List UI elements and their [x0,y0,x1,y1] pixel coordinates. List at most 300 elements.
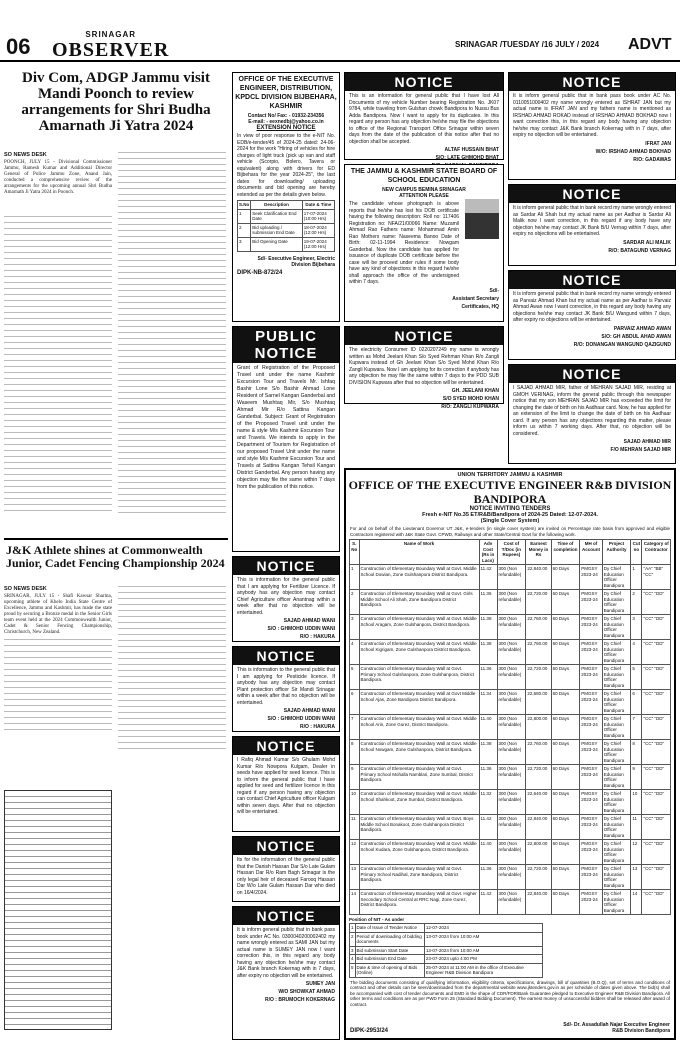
notice-sig: S/O : GHMOHD UDDIN WANI [267,716,335,722]
table-cell: 11.38 [479,640,497,665]
table-header: Category of Contractor [642,540,671,565]
schedule-row [350,924,543,933]
table-cell: 300 (Non refundable) [497,790,526,815]
table-cell: 22,760.00 [526,640,551,665]
table-cell: 60 Days [551,690,580,715]
table-cell: 60 Days [551,615,580,640]
table-cell: 5 [631,665,642,690]
tender-position-note: Position of NIT - As under [349,917,405,922]
table-cell: "CC" "DD" [642,615,671,640]
table-cell: 14 [350,890,360,915]
notice-bank-parvaiz [508,270,676,360]
table-cell: PMGSY 2023-24 [580,715,603,740]
table-cell: 1 [238,209,251,223]
table-header: Project Authority [602,540,631,565]
table-cell: 1 [350,565,360,590]
notice-heading: NOTICE [345,73,503,91]
table-row [350,615,671,640]
kpdcl-subtitle: EXTENSION NOTICE [256,125,316,131]
table-cell: 11.42 [479,815,497,840]
table-cell: 22,720.00 [526,665,551,690]
story-lead: POONCH, JULY 15 - Divisional Commissioner Jammu, Ramesh Kumar and Additional Director General of Police Jammu Zone, Anand Jain, conducted a comprehensive review of the arrangements for the upcoming annual Shri Budha Amarnath Ji Yatra 2024 in Poonch. [4,160,112,195]
table-cell: 14 [631,890,642,915]
table-cell: "CC" "DD" [642,715,671,740]
table-cell: 11.42 [479,565,497,590]
table-row [350,790,671,815]
table-cell: Dy Chief Education Officer Bandipora [602,840,631,865]
public-notice-travel [232,326,340,552]
table-cell: 60 Days [551,740,580,765]
story-byline: SO NEWS DESK [4,586,47,592]
table-cell: 300 (Non refundable) [497,565,526,590]
table-cell: 300 (Non refundable) [497,590,526,615]
table-cell: 9 [350,765,360,790]
board-sub: NEW CAMPUS BEMINA SRINAGAR [382,187,466,193]
table-cell: 22,840.00 [526,815,551,840]
table-cell: 6 [631,690,642,715]
table-cell: 8 [350,740,360,765]
schedule-cell: Period of downloading of bidding documents [355,932,424,946]
table-cell: 11 [350,815,360,840]
table-cell: PMGSY 2023-24 [580,815,603,840]
notice-text: The electricity Consumer ID 0220207249 my name is wrongly written as Mohd Jeelani Khan S/o Syed Rehman Khan R/o Zangli Kupwara instead of Gh Jeelani Khan S/o Syed Mohd Khan R/o Zangli Kupwara. Now I am applying for its correction if anybody has any objection he may file the same within 7 days to the PDD SUB DIVISION Kupwara after that no objection will be entertained. [349,347,499,386]
tender-table [349,539,671,915]
candidate-photo [465,199,499,239]
notice-heading: NOTICE [233,737,339,755]
tender-title: OFFICE OF THE EXECUTIVE ENGINEER R&B DIVISION BANDIPORA [348,478,672,506]
table-row [350,565,671,590]
table-cell: 2 [350,590,360,615]
table-cell: 300 (Non refundable) [497,740,526,765]
notice-fertilizer [232,556,340,642]
schedule-row [350,946,543,955]
notice-sig: R/O : HAKURA [300,634,335,640]
schedule-cell: 25-07-2024 at 11:00 AM in the office of Executive Engineer R&B Division Bandipora [424,963,542,977]
table-cell: 300 (Non refundable) [497,690,526,715]
page-header [0,0,680,62]
notice-text: I SAJAD AHMAD MIR, father of MEHRAN SAJAD MIR, residing at GMOH VERINAG, inform the general public through this newspaper notice that my son MEHRAN SAJAD MIR has exceeded the limit for changing the date of birth on his Aadhaar card. Now, he has applied for an extension of the limit to change the date of birth on his Aadhaar card. If any person has any objections regarding this matter, please inform us within 7 working days. After that, no objection will be considered. [513,385,671,437]
board-sig: Assistant Secretary [452,295,499,302]
table-cell: 11.36 [479,665,497,690]
notice-sig: F/O MEHRAN SAJAD MIR [610,447,671,453]
table-row [238,237,335,251]
table-cell: Construction of Elementary Boundary Wall at Govt. Middle School Shahkoot, Zone Sumbal, District Bandipora. [359,790,479,815]
table-header: Description [251,201,302,210]
table-cell: PMGSY 2023-24 [580,765,603,790]
table-cell: 3 [238,237,251,251]
table-row [350,815,671,840]
story-divcom [4,70,228,530]
table-cell: 4 [350,640,360,665]
table-cell: Dy Chief Education Officer Bandipora [602,740,631,765]
table-cell: 22,840.00 [526,890,551,915]
table-cell: 13 [350,865,360,890]
notice-sig: PARVAIZ AHMAD AWAN [613,325,671,332]
table-cell: Construction of Elementary Boundary Wall at Govt. Boys Middle School Bonakoot, Zone Gulshanpora District Bandipora. [359,815,479,840]
notice-sig: S/O: GH ABDUL AHAD AWAN [601,333,671,340]
table-cell: 2 [238,223,251,237]
table-cell: 11.36 [479,865,497,890]
table-cell: 300 (Non refundable) [497,715,526,740]
table-row [350,765,671,790]
schedule-cell: 5 [350,963,356,977]
section-label: ADVT [628,36,672,53]
table-cell: 22,760.00 [526,740,551,765]
table-cell: Seek Clarification End Date [251,209,302,223]
schedule-cell: 13-07-2024 from 10:00 AM [424,932,542,946]
board-attention: ATTENTION PLEASE [399,193,449,199]
table-cell: Construction of Elementary Boundary Wall at Govt. Primary School Gulshanpora, Zone Gulshanpora, District Bandipora. [359,665,479,690]
table-cell: Construction of Elementary Boundary Wall at Govt Middle School Ajas, Zone Bandipora District Bandipora. [359,690,479,715]
kpdcl-table [237,200,335,252]
notice-heading: NOTICE [509,271,675,289]
tender-sub2: Fresh e-NIT No.35 ET/R&B/Bandipora of 2024-25 Dated: 12-07-2024. [422,512,598,518]
notice-sig: R/O : BRUMOCH KOKERNAG [265,997,335,1003]
table-cell: 10 [350,790,360,815]
table-cell: "CC" "DD" [642,790,671,815]
table-cell: 300 (Non refundable) [497,765,526,790]
notice-text: It is inform general public that in bank pass book under AC No. 0300040200002402 my name wrongly entered as SAMI JAN but my actual name is SUMEY JAN now I want correction this, in this regard any body having any objection he/she may contact J&K Bank branch Kokernag with in 7 days, after expiry no objection will be entertained. [237,927,335,979]
table-cell: 11.32 [479,790,497,815]
table-cell: Construction of Elementary Boundary Wall at Govt. Primary School Nadihal, Zone Bandipora, District Bandipora. [359,865,479,890]
notice-sig: R/O: DONANGAN WANGUND QAZIGUND [573,341,671,348]
table-cell: 22,680.00 [526,690,551,715]
table-cell: 7 [350,715,360,740]
table-cell: 3 [631,615,642,640]
notice-text: This is information to the general public that I am applying for Pesticide licence. If anybody has any objection may contact Plant protection officer Sir Mandi Srinagar within a week after that no objection will be entertained. [237,667,335,706]
table-cell: 11.40 [479,840,497,865]
table-cell: 60 Days [551,865,580,890]
table-cell: 60 Days [551,790,580,815]
notice-sig: R/O: GADAWAS [633,156,671,163]
table-cell: 11.38 [479,740,497,765]
table-cell: "CC" "DD" [642,865,671,890]
notice-text: Grant of Registration of the Proposed Travel unit under the name Kashmir Excursion Tour and Travels Mr. Ishfaq Bashir Lone S/o Bashir Ahmad Lone Resident of Sarnel Kangan Ganderbal and Waseem Mushtaq Mir, S/o Mushtaq Ahmad Mir R/o Sattina Kangan Ganderbal. Subject: Grant of Registration of the Proposed Travel unit under the name & style M/s Kashmir Excursion Tour and Travels. We intends to apply in the Department of Tourism for Registration of our proposed Travel Unit under the name and style M/s Kashmir Excursion Tour and Travels at Sattina Kangan Tehsil Kangan District Ganderbal. Any person having any objection may file the same within 7 days from the publication of this notice. [237,365,335,490]
notice-seed-licence [232,736,340,832]
table-cell: Dy Chief Education Officer Bandipora [602,590,631,615]
masthead [52,30,169,62]
story-body-lines [4,639,112,730]
table-cell: Construction of Elementary Boundary Wall at Govt. Middle School Kigrigam, Zone Gulshanpora District Bandipora. [359,640,479,665]
urdu-ad-block [4,790,112,1030]
table-cell: 60 Days [551,890,580,915]
schedule-cell: Date & time of opening of Bids (Online) [355,963,424,977]
notice-bank-ifrat [508,72,676,180]
table-row [350,690,671,715]
table-cell: 300 (Non refundable) [497,840,526,865]
kpdcl-intro: In view of poor response to the e-NIT No. EDB/e-tender/45 of 2024-25 dated: 24-06-2024 for the work "Hiring of vehicles for hire charges of light truck (pick up van and staff vehicle (Scorpio, Bolero, Tavera or equivalent) along with drivers for ED Bijbehara for the year 2024-25", the last dates for downloading/ uploading documents and bid opening are hereby extended as per the details given below. [237,133,335,198]
table-cell: Construction of Elementary Boundary Wall at Govt. Middle School Aragam, Zone Gulshanpora, District Bandipora. [359,615,479,640]
notice-vehicle-docs [344,72,504,160]
table-cell: Dy Chief Education Officer Bandipora [602,890,631,915]
table-cell: 60 Days [551,565,580,590]
board-sig: Certificates, HQ [461,303,499,310]
kpdcl-extension-notice [232,72,340,322]
table-cell: 12 [350,840,360,865]
story-headline: J&K Athlete shines at Commonwealth Junior, Cadet Fencing Championship 2024 [6,543,225,570]
notice-heading: PUBLIC NOTICE [233,327,339,363]
table-cell: 12 [631,840,642,865]
table-cell: 60 Days [551,840,580,865]
notice-heading: NOTICE [509,365,675,383]
table-cell: "CC" "DD" [642,765,671,790]
table-header: Name of Work [359,540,479,565]
table-cell: 11.34 [479,690,497,715]
kpdcl-contact: Contact No/ Fax: - 01932-234356 [247,113,325,119]
table-cell: 18-07-2024 (12:00 Hrs) [302,223,334,237]
table-cell: PMGSY 2023-24 [580,840,603,865]
table-cell: 11.42 [479,890,497,915]
notice-sig: SAJAD AHMAD WANI [283,708,335,714]
page-number: 06 [6,34,31,59]
table-cell: Dy Chief Education Officer Bandipora [602,815,631,840]
notice-sig: SUMEY JAN [305,981,335,987]
table-cell: Construction of Elementary Boundary Wall at Govt. Middle School Kudara, Zone Gulshanpora, District Bandipora. [359,840,479,865]
table-cell: 300 (Non refundable) [497,615,526,640]
table-cell: 22,760.00 [526,615,551,640]
table-cell: 6 [350,690,360,715]
table-cell: Construction of Elementary Boundary Wall at Govt. Girls Middle School Ali Shah, Zone Bandipora District Bandipora. [359,590,479,615]
table-cell: 300 (Non refundable) [497,640,526,665]
notice-text: It is inform general public that in bank record my name wrongly entered as Sardar Ali Shah but my actual name as per Aadhar is Sardar Ali Malik now I want correction, in this regard if any body have any objection he/she may contact JK Bank B/U Vernag within 7 days, after expiry no objections will be entertained. [513,205,671,237]
story-byline: SO NEWS DESK [4,152,47,158]
notice-sig: SARDAR ALI MALIK [623,239,671,246]
table-cell: 3 [350,615,360,640]
schedule-cell: Bid submission Start Date [355,946,424,955]
table-cell: 13 [631,865,642,890]
notice-sig: SAJAD AHMAD MIR [623,439,671,445]
table-cell: 22,640.00 [526,790,551,815]
table-cell: 300 (Non refundable) [497,815,526,840]
table-cell: Dy Chief Education Officer Bandipora [602,690,631,715]
notice-heading: NOTICE [233,907,339,925]
notice-heading: NOTICE [345,327,503,345]
kpdcl-email: E-mail: - eexnedbj@yahoo.co.in [248,119,324,125]
table-header: Cut no [631,540,642,565]
table-cell: Construction of Elementary Boundary Wall at Govt. Middle School Arin, Zone Gurez, District Bandipora. [359,715,479,740]
table-header: MH of Account [580,540,603,565]
tender-notice-rb-bandipora [344,468,676,1040]
table-cell: 11.38 [479,615,497,640]
schedule-cell: Date of Issue of Tender Notice [355,924,424,933]
table-header: Cost of T/Doc (in Rupees) [497,540,526,565]
table-row [238,209,335,223]
notice-sig: W/O: IRSHAD AHMAD BOKHAD [595,148,671,155]
table-cell: 300 (Non refundable) [497,890,526,915]
table-cell: PMGSY 2023-24 [580,565,603,590]
table-row [350,715,671,740]
notice-legal-heir [232,836,340,902]
tender-ref: DIPK-2953/24 [350,1028,389,1034]
notice-heading: NOTICE [509,73,675,91]
schedule-cell: 4 [351,956,354,961]
table-cell: PMGSY 2023-24 [580,890,603,915]
table-row [350,840,671,865]
table-header: Adv Cost (Rs in Lacs) [479,540,497,565]
notice-sig: ALTAF HUSSAIN BHAT [444,147,499,153]
table-row [350,865,671,890]
table-cell: 60 Days [551,765,580,790]
notice-sig: R/O: ZANGLI KUPWARA [441,404,499,410]
table-header: Date & Time [302,201,334,210]
table-cell: Bid uploading / submission End Date [251,223,302,237]
tender-sub3: (Single Cover System) [480,518,540,524]
notice-sig: IFRAT JAN [645,140,671,147]
notice-text: I Rafiq Ahmad Kumar S/o Ghulam Mohd Kumar R/o Nowpora Kulgam, Dealer in seeds have applied for seed licence. This is to inform the general public that I have applied for seed and fertilizer licence in this regard if any person having any objection can contact Chief Agriculture officer Kulgam within seven days. After that no objection will be entertained. [237,757,335,815]
schedule-row [350,932,543,946]
table-cell: "CC" "DD" [642,665,671,690]
table-cell: 11.36 [479,765,497,790]
table-cell: PMGSY 2023-24 [580,640,603,665]
table-cell: 11 [631,815,642,840]
masthead-title: OBSERVER [52,39,170,61]
notice-text: This is information for the general public that I am applying for Fertilizer Licence. If anybody has any objection may contact Chief Agriculture officer Anantnag within a week after that no objection will be entertained. [237,577,335,616]
table-cell: Construction of Elementary Boundary Wall at Govt. Primary School Mohalla Namblari, Zone Sumbal, District Bandipora. [359,765,479,790]
table-cell: 4 [631,640,642,665]
tender-terms: The bidding documents consisting of qualifying information, eligibility criteria, specifications, drawings, bill of quantities (B.O.Q), set of terms and conditions of contract and other details can be seen/downloaded from the departmental website www.jktenders.gov.in as per schedule of dates given above. The bid(s) shall be accompanied with cost of tender documents and EMD in the shape of CDR/FDR/Bank Guarantee pledged to Executive Engineer R&B Division Bandipora. All other terms and conditions are as per PWD Form 25 (Standard Bidding Document). The earnest money of unsuccessful bidders shall be released after award of contract. [350,979,670,1007]
notice-text: This is an information for general public that I have lost All Documents of my vehicle Number bearing Registration No. JK07 9784, while traveling from Gulshan chowk Bandipora to Nussu Bus Adda Bandipora. Now I want to apply for its duplicates. In this regard any person has any objection he/she may file the objections to office of the Regional Transport Office Srinagar within seven days from the date of the publication of this notice after that no objection shall be accepted. [349,93,499,145]
table-cell: 8 [631,740,642,765]
table-row [350,740,671,765]
table-cell: Dy Chief Education Officer Bandipora [602,615,631,640]
table-cell: Dy Chief Education Officer Bandipora [602,765,631,790]
table-cell: Dy Chief Education Officer Bandipora [602,865,631,890]
table-cell: "CC" "DD" [642,640,671,665]
table-cell: 60 Days [551,665,580,690]
kpdcl-title: OFFICE OF THE EXECUTIVE ENGINEER, DISTRIBUTION, KPDCL DIVISION BIJBEHARA, KASHMIR [235,76,337,110]
table-cell: 22,720.00 [526,865,551,890]
masthead-small: SRINAGAR [85,30,136,39]
table-cell: 60 Days [551,815,580,840]
story-athlete [4,538,228,1038]
table-cell: Construction of Elementary Boundary Wall at Govt. Higher Secondary School Central at RRC Nagi, Zone Gurez, District Bandipora. [359,890,479,915]
table-cell: PMGSY 2023-24 [580,615,603,640]
table-cell: PMGSY 2023-24 [580,690,603,715]
schedule-cell: 2 [350,932,356,946]
table-cell: "AA" "BB" "CC" [642,565,671,590]
table-cell: PMGSY 2023-24 [580,865,603,890]
board-title: THE JAMMU & KASHMIR STATE BOARD OF SCHOOL EDUCATION [350,168,498,184]
table-cell: PMGSY 2023-24 [580,790,603,815]
story-lead: SRINAGAR, JULY 15 - Shafi Kawsar Sharma, upcoming athlete of Khelo India State Centre of Excellence, Jammu and Kashmir, has made the state proud by securing a Bronze medal in the Senior Girls team event held at the 2024 Commonwealth Junior, Cadet & Senior Fencing Championship, Christchurch, New Zealand. [4,594,112,635]
notice-aadhaar-mehran [508,364,676,464]
table-cell: 5 [350,665,360,690]
table-cell: Construction of Elementary Boundary Wall at Govt. Middle School Dowian, Zone Gulshanpora District Bandipora. [359,565,479,590]
table-row [350,665,671,690]
notice-heading: NOTICE [233,647,339,665]
table-cell: 17-07-2024 (10:00 Hrs) [302,209,334,223]
table-cell: 2 [631,590,642,615]
table-header: S.No [239,202,250,207]
schedule-cell: 3 [351,947,354,953]
school-board-notice [344,164,504,322]
table-cell: 11.36 [479,590,497,615]
notice-sig: S/O : GHMOHD UDDIN WANI [267,626,335,632]
table-cell: 60 Days [551,640,580,665]
table-cell: 22,840.00 [526,565,551,590]
story-body-lines [4,216,112,516]
table-cell: PMGSY 2023-24 [580,590,603,615]
table-cell: "CC" "DD" [642,740,671,765]
notice-bank-sumey [232,906,340,1040]
table-cell: 9 [631,765,642,790]
table-cell: 22,720.00 [526,765,551,790]
table-cell: 300 (Non refundable) [497,665,526,690]
notice-heading: NOTICE [509,185,675,203]
table-header: S. No [350,540,360,565]
table-cell: "CC" "DD" [642,690,671,715]
schedule-cell: 1 [351,925,354,930]
story-headline: Div Com, ADGP Jammu visit Mandi Poonch to review arrangements for Shri Budha Amarnath Ji Yatra 2024 [21,70,211,134]
schedule-cell: Bid submission End Date [355,955,424,964]
table-row [238,223,335,237]
notice-sig: GH. JEELANI KHAN [451,388,499,394]
schedule-row [350,955,543,964]
table-cell: Dy Chief Education Officer Bandipora [602,715,631,740]
table-cell: 22,800.00 [526,840,551,865]
tender-schedule [349,923,543,978]
table-cell: 7 [631,715,642,740]
notice-bank-sardar [508,184,676,266]
schedule-cell: 12-07-2024 [424,924,542,933]
story-body-lines-col2 [118,586,226,754]
schedule-row [350,963,543,977]
tender-org: UNION TERRITORY JAMMU & KASHMIR [457,472,563,478]
table-cell: Dy Chief Education Officer Bandipora [602,640,631,665]
table-cell: 19-07-2024 (12:00 Hrs) [302,237,334,251]
board-text: The candidate whose photograph is above reports that he/she has lost his DOB certificate having the following description: Roll no: 117406 Registration no: NFA/21/00066 Name: Muzamil Ahmad Rao Fathers name: Mohammad Amin Rao Mothers name: Naseema Banoo Date of Birth: 02-11-1994 Residence: Nowgam Ganderbal. Now the candidate has applied for issuance of duplicate DOB certificate before the case will be proceed under rules if some body have any kind of objections in this regard he/she shall approach the office of the undersigned within 7 days. [349,201,459,285]
table-cell: "CC" "DD" [642,590,671,615]
tender-sub1: NOTICE INVITING TENDERS [469,506,551,512]
notice-pesticide [232,646,340,732]
table-cell: 22,800.00 [526,715,551,740]
table-cell: PMGSY 2023-24 [580,665,603,690]
notice-sig: S/O SYED MOHD KHAN [442,396,499,402]
notice-heading: NOTICE [233,557,339,575]
tender-intro: For and on behalf of the Lieutenant Governor UT J&K, e-tenders (in single cover system) are invited on Percentage rate basis from approved and eligible Contractors registered with J&K State Govt. CPWD, Railways and other State/Central Govt for the following work. [350,526,670,537]
table-cell: 1 [631,565,642,590]
table-row [350,890,671,915]
board-sig: Sd/- [489,287,499,294]
table-cell: 11.40 [479,715,497,740]
table-row [350,590,671,615]
story-body-lines-col2 [118,152,226,518]
table-cell: 60 Days [551,590,580,615]
notice-sig: S/O: LATE GHMOHD BHAT [435,155,499,161]
table-row [350,640,671,665]
kpdcl-ref: DIPK-NB-872/24 [237,269,283,276]
table-cell: Construction of Elementary Boundary Wall at Govt. Middle School Nowgam, Zone Gulshanpora, District Bandipora. [359,740,479,765]
table-cell: Dy Chief Education Officer Bandipora [602,790,631,815]
notice-text: Its for the information of the general public that the Danish Hassan Dar S/o Late Gulam Hassan Dar R/o Ram Bagh Srinagar is the only legal heir of deceased Farooq Hassan Dar W/o Late Gulam Hassan Dar who died on 16/4/2024. [237,857,335,896]
table-header: Time of completion [551,540,580,565]
schedule-cell: 23-07-2024 upto 4:00 PM [424,955,542,964]
notice-text: It is inform general public that in bank pass book under AC No. 0110051000402 my name wrongly entered as ISHRAT JAN but my actual name is IFRAT JAN and my fathers name is mentioned as IRSHAD AHMAD ROKAD instead of IRSHAD AHMAD BOKHAD now I want correction this, in this regard any body having any objection he/she may contact J&K Bank branch Kokernag with in 7 days, after expiry no objection will be entertained. [513,93,671,138]
kpdcl-signature: Sd/- Executive Engineer, Electric Division Bijbehara [257,255,335,268]
notice-sig: SAJAD AHMAD WANI [283,618,335,624]
table-cell: 10 [631,790,642,815]
table-cell: Dy Chief Education Officer Bandipora [602,665,631,690]
notice-sig: R/O : HAKURA [300,724,335,730]
table-cell: PMGSY 2023-24 [580,740,603,765]
table-cell: 300 (Non refundable) [497,865,526,890]
table-cell: "CC" "DD" [642,890,671,915]
table-cell: 22,720.00 [526,590,551,615]
notice-sig: W/O SHOWKAT AHMAD [278,989,335,995]
notice-sig: R/O: BATAGUND VERNAG [608,247,671,254]
notice-electricity [344,326,504,410]
table-header: Earnest Money in Rs [526,540,551,565]
